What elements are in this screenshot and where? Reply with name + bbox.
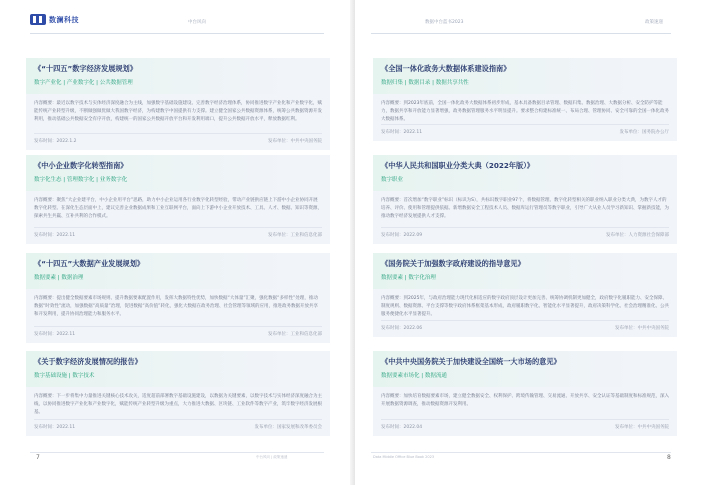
publish-date: 发布时间：2022.06 xyxy=(381,326,423,331)
policy-card xyxy=(373,155,677,244)
left-page-number: 7 xyxy=(36,454,40,461)
publisher: 发布单位：中共中央国务院 xyxy=(268,139,322,144)
card-footer xyxy=(34,331,322,337)
policy-card xyxy=(26,253,330,343)
policy-card xyxy=(373,351,677,436)
policy-title: 《中小企业数字化转型指南》 xyxy=(34,161,128,170)
publisher: 发布单位：中共中央国务院 xyxy=(615,326,669,331)
policy-tags: 数据归集 | 数据目录 | 数据共享共性 xyxy=(381,80,469,86)
publisher: 发布单位：人力资源社会保障部 xyxy=(606,233,669,238)
policy-card xyxy=(373,253,677,337)
policy-tags: 数据要素 | 数字化治理 xyxy=(381,275,436,281)
publisher: 发布单位：国务院办公厅 xyxy=(619,130,669,135)
publisher: 发布单位：工业和信息化部 xyxy=(268,233,322,238)
card-divider xyxy=(381,419,669,420)
policy-tags: 数字基础设施 | 数字技术 xyxy=(34,373,95,379)
logo-text: 数澜科技 xyxy=(49,15,79,24)
card-divider xyxy=(34,326,322,327)
left-footer-divider xyxy=(30,452,324,453)
card-footer xyxy=(34,424,322,430)
card-footer xyxy=(34,232,322,238)
right-header-title: 数据中台蓝书2023 xyxy=(425,20,464,25)
card-divider xyxy=(381,227,669,228)
publish-date: 发布时间：2022.04 xyxy=(381,425,423,430)
publish-date: 发布时间：2022.11 xyxy=(34,332,76,337)
policy-tags: 数字化生态 | 管理数字化 | 业务数字化 xyxy=(34,177,128,183)
policy-summary: 内容概要：到2023年底前，全国一体化政务大数据体系初步形成，基本具备数据目录管理、数据归集、数据治理、大数据分析、安全防护等能力，数据共享和开放能力显著增强，政务数据管理服务水平明显提升。要求整合构建标准统一、布局合理、管理协同、安全可靠的全国一体化政务大数据体系。 xyxy=(381,101,669,123)
policy-card xyxy=(373,58,677,141)
right-header-label: 政策速递 xyxy=(645,20,663,25)
policy-card xyxy=(26,155,330,244)
card-footer xyxy=(381,424,669,430)
publish-date: 发布时间：2022.1.2 xyxy=(34,139,77,144)
policy-card xyxy=(26,58,330,150)
publisher: 发布单位：国家发展和改革委员会 xyxy=(254,425,322,430)
right-page xyxy=(355,0,710,485)
card-divider xyxy=(381,124,669,125)
right-footer-text: Data Middle Office Blue Book 2023 xyxy=(373,455,435,459)
card-footer xyxy=(381,232,669,238)
policy-summary: 内容概要：最近以数字技术与实体经济深度融合为主线，加强数字基础设施建设、完善数字经济治理体系，协同推进数字产业化和产业数字化，赋能传统产业转型升级，不断做强做优做大我国数字经济，为构建数字中国提供有力支撑。建立健全国家公共数据资源体系，统筹公共数据资源开发利用，推动基础公共数据安全有序开放，构建统一的国家公共数据开放平台和开发利用端口，提升公共数据开放水平，释放数据红利。 xyxy=(34,101,322,123)
policy-summary: 内容概要：加快培育数据要素市场，建立健全数据安全、权利保护、跨境传输管理、交易流通、开放共享、安全认证等基础制度和标准规范，深入开展数据资源调查，推动数据资源开发利用。 xyxy=(381,394,669,408)
card-divider xyxy=(34,419,322,420)
policy-title: 《国务院关于加强数字政府建设的指导意见》 xyxy=(381,259,525,268)
logo-mark-icon xyxy=(30,14,46,25)
left-header-divider xyxy=(30,33,324,34)
policy-summary: 内容概要：聚焦“大企业建平台，中小企业用平台”思路，助力中小企业运用各行业数字化转型经验，带动产业链供应链上下游中小企业协同开展数字化转型。在深化生态层面中上，建议完善企业数据成果和工业互联网平台，面向上下游中小企业开放技术、工具、人才、数据、知识等资源，探索共生共赢、互补共利的合作模式。 xyxy=(34,198,322,220)
policy-title: 《“十四五”数字经济发展规划》 xyxy=(34,64,137,73)
policy-title: 《中共中央国务院关于加快建设全国统一大市场的意见》 xyxy=(381,357,561,366)
card-divider xyxy=(34,227,322,228)
card-divider xyxy=(34,133,322,134)
card-header xyxy=(26,351,330,387)
publisher: 发布单位：工业和信息化部 xyxy=(268,332,322,337)
card-divider xyxy=(381,320,669,321)
card-footer xyxy=(34,138,322,144)
publish-date: 发布时间：2022.11 xyxy=(34,233,76,238)
policy-summary: 内容概要：首次增加“数字职业”标识（标识为S），共标识数字职业97个，将数据管理、数字化转型相关的职业纳入职业分类大典，为数字人才的培养、评价、使用和管理提供依据。新增数据安全工程技术人员、数据库运行管理员等数字职业，引导广大从业人员学习新知识、掌握新技能，为推动数字经济发展提供人才支撑。 xyxy=(381,198,669,220)
card-header xyxy=(26,155,330,191)
publisher: 发布单位：中共中央国务院 xyxy=(615,425,669,430)
policy-tags: 数字职业 xyxy=(381,177,404,183)
publish-date: 发布时间：2022.11 xyxy=(34,425,76,430)
policy-summary: 内容概要：到2025年，与政府治理能力现代化相适应的数字政府顶层设计更加完善、统筹协调机制更加健全，政府数字化履职能力、安全保障、制度规则、数据资源、平台支撑等数字政府体系框架基本形成，政府履职数字化、智能化水平显著提升，政府决策科学化、社会治理精准化、公共服务便捷化水平显著提升。 xyxy=(381,296,669,318)
card-header xyxy=(26,58,330,94)
policy-title: 《“十四五”大数据产业发展规划》 xyxy=(34,259,145,268)
left-footer-text: 中台风向 | 政策速递 xyxy=(256,455,288,459)
policy-tags: 数据要素 | 数据治理 xyxy=(34,275,84,281)
policy-summary: 内容概要：下一步将集中力量推进关键核心技术攻关，适度超前部署数字基础设施建设，以数据为关键要素，以数字技术与实体经济深度融合为主线，以协同推进数字产业化和产业数字化，赋能传统产业转型升级为重点，大力推进大数据、区块链、工业软件等数字产业，筑牢数字经济发展根基。 xyxy=(34,394,322,416)
brand-logo xyxy=(30,14,79,25)
right-footer-divider xyxy=(371,452,671,453)
publish-date: 发布时间：2022.11 xyxy=(381,130,423,135)
right-page-number: 8 xyxy=(667,454,671,461)
left-header-label: 中台风向 xyxy=(188,20,206,25)
policy-card xyxy=(26,351,330,436)
policy-tags: 数据要素市场化 | 数据流通 xyxy=(381,373,447,379)
policy-title: 《关于数字经济发展情况的报告》 xyxy=(34,357,142,366)
card-header xyxy=(373,253,677,289)
policy-tags: 数字产业化 | 产业数字化 | 公共数据管理 xyxy=(34,80,133,86)
card-header xyxy=(26,253,330,289)
publish-date: 发布时间：2022.09 xyxy=(381,233,423,238)
policy-title: 《中华人民共和国职业分类大典（2022年版）》 xyxy=(381,161,534,170)
right-header-divider xyxy=(371,33,671,34)
card-footer xyxy=(381,129,669,135)
card-header xyxy=(373,351,677,387)
policy-title: 《全国一体化政务大数据体系建设指南》 xyxy=(381,64,511,73)
card-header xyxy=(373,155,677,191)
card-footer xyxy=(381,325,669,331)
policy-summary: 内容概要：提出健全数据要素市场规则、提升数据要素配置作用，发挥大数据特性优势，加快数据“大体量”汇聚，强化数据“多样性”处理，推动数据“时效性”流动，加强数据“高质量”治理，促进数据“高价值”转化，强化大数据在政务治理、社会管理等领域的应用，推进政务数据开放共享和开发利用，提升协同治理能力和服务水平。 xyxy=(34,296,318,318)
card-header xyxy=(373,58,677,94)
